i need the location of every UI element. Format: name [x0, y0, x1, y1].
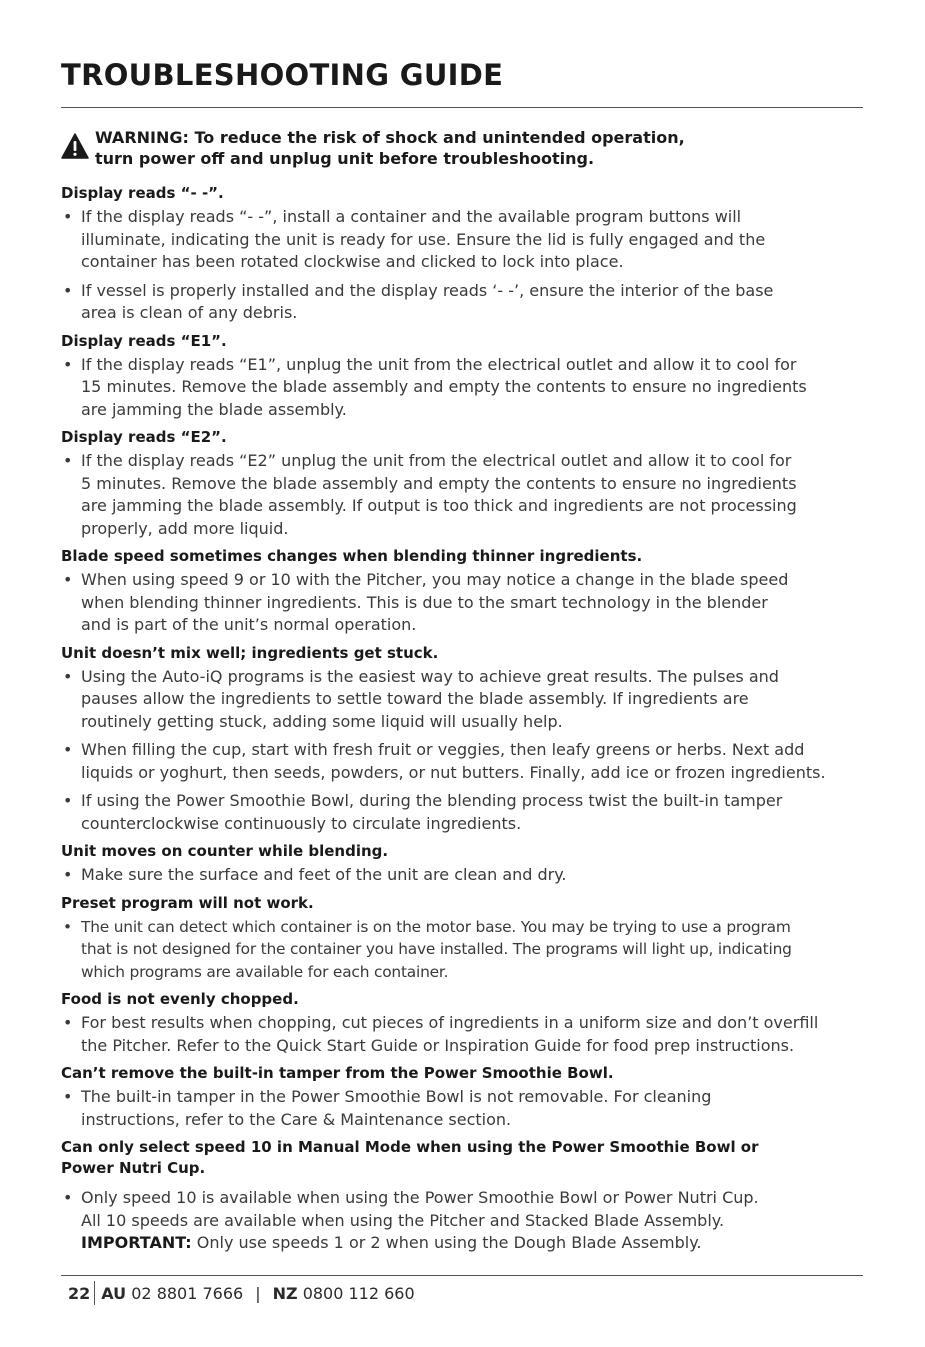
section-heading [61, 1137, 865, 1179]
item-line: liquids or yoghurt, then seeds, powders, or nut butters. Finally, add ice or frozen ingredients. [81, 762, 826, 782]
nz-phone: 0800 112 660 [297, 1284, 415, 1303]
troubleshooting-section [61, 989, 865, 1057]
item-line: • The built-in tamper in the Power Smoothie Bowl is not removable. For cleaning [81, 1087, 712, 1106]
troubleshooting-section [61, 183, 865, 325]
item-line: • If vessel is properly installed and the display reads ‘- -’, ensure the interior of the base [81, 280, 774, 300]
troubleshooting-section [61, 1063, 865, 1131]
item-line: • If the display reads “E1”, unplug the unit from the electrical outlet and allow it to cool for [81, 354, 797, 374]
nz-label: NZ [272, 1284, 298, 1303]
item-line: container has been rotated clockwise and clicked to lock into place. [81, 252, 624, 271]
item-line: pauses allow the ingredients to settle toward the blade assembly. If ingredients are [81, 689, 749, 708]
item-line: when blending thinner ingredients. This is due to the smart technology in the blender [81, 592, 768, 612]
section-heading: Unit moves on counter while blending. [61, 842, 389, 860]
item-line: which programs are available for each container. [81, 962, 449, 981]
item-line: the Pitcher. Refer to the Quick Start Guide or Inspiration Guide for food prep instructions. [81, 1035, 795, 1055]
item-line: All 10 speeds are available when using the Pitcher and Stacked Blade Assembly. [81, 1210, 725, 1230]
warning-text [95, 127, 685, 169]
item-line: that is not designed for the container you have installed. The programs will light up, indicating [81, 940, 792, 958]
item-line: are jamming the blade assembly. [81, 399, 347, 419]
item-line: properly, add more liquid. [81, 518, 289, 538]
page-footer [68, 1281, 415, 1305]
item-line: • When using speed 9 or 10 with the Pitcher, you may notice a change in the blade speed [81, 570, 789, 589]
section-heading: Can’t remove the built-in tamper from the Power Smoothie Bowl. [61, 1064, 614, 1082]
item-line: • If using the Power Smoothie Bowl, during the blending process twist the built-in tamper [81, 791, 783, 810]
footer-separator: | [255, 1284, 261, 1303]
footer-divider [61, 1275, 863, 1276]
section-heading: Blade speed sometimes changes when blending thinner ingredients. [61, 547, 643, 565]
list-item [61, 739, 865, 784]
troubleshooting-section [61, 643, 865, 836]
au-phone: 02 8801 7666 [126, 1284, 244, 1303]
list-item [61, 450, 865, 540]
item-line: • When filling the cup, start with fresh fruit or veggies, then leafy greens or herbs. Next add [81, 740, 805, 759]
important-label: IMPORTANT: [81, 1233, 192, 1252]
section-heading-line-1: Can only select speed 10 in Manual Mode when using the Power Smoothie Bowl or [61, 1138, 759, 1156]
item-line: • If the display reads “- -”, install a container and the available program buttons will [81, 207, 742, 226]
warning-line-2: turn power off and unplug unit before troubleshooting. [95, 149, 595, 168]
item-line: • Only speed 10 is available when using the Power Smoothie Bowl or Power Nutri Cup. [81, 1188, 759, 1207]
list-item [61, 1187, 865, 1255]
section-heading: Unit doesn’t mix well; ingredients get stuck. [61, 643, 439, 662]
item-line: • For best results when chopping, cut pieces of ingredients in a uniform size and don’t overfill [81, 1013, 819, 1032]
page-title: TROUBLESHOOTING GUIDE [61, 58, 504, 92]
list-item [61, 666, 865, 734]
list-item [61, 790, 865, 835]
page-number: 22 [68, 1284, 91, 1303]
sections-list [61, 183, 865, 1131]
troubleshooting-section [61, 427, 865, 540]
list-item [61, 206, 865, 274]
section-heading: Display reads “E1”. [61, 331, 227, 350]
item-line: • The unit can detect which container is on the motor base. You may be trying to use a program [81, 917, 791, 936]
section-heading: Display reads “E2”. [61, 428, 227, 446]
troubleshooting-section [61, 841, 865, 887]
item-line: illuminate, indicating the unit is ready for use. Ensure the lid is fully engaged and the [81, 229, 766, 249]
troubleshooting-section [61, 331, 865, 422]
warning-line-1: WARNING: To reduce the risk of shock and unintended operation, [95, 128, 685, 147]
item-line: and is part of the unit’s normal operation. [81, 615, 417, 634]
item-line: are jamming the blade assembly. If output is too thick and ingredients are not processing [81, 496, 797, 515]
warning-triangle-icon [61, 133, 89, 159]
item-line: instructions, refer to the Care & Maintenance section. [81, 1109, 512, 1129]
item-line: • Using the Auto-iQ programs is the easiest way to achieve great results. The pulses and [81, 666, 779, 686]
footer-vertical-bar [94, 1281, 95, 1305]
list-item [61, 916, 865, 984]
section-heading: Food is not evenly chopped. [61, 990, 299, 1008]
important-text: Only use speeds 1 or 2 when using the Dough Blade Assembly. [191, 1233, 702, 1252]
item-line: 15 minutes. Remove the blade assembly and empty the contents to ensure no ingredients [81, 377, 807, 396]
list-item [61, 569, 865, 637]
item-line: counterclockwise continuously to circulate ingredients. [81, 813, 522, 833]
list-item [61, 280, 865, 325]
section-speed-10 [61, 1137, 865, 1255]
item-line: • Make sure the surface and feet of the unit are clean and dry. [81, 865, 567, 884]
au-label: AU [101, 1284, 127, 1303]
item-line: area is clean of any debris. [81, 303, 298, 322]
item-line: 5 minutes. Remove the blade assembly and empty the contents to ensure no ingredients [81, 473, 797, 493]
section-heading: Preset program will not work. [61, 893, 314, 912]
list-item [61, 1012, 865, 1057]
troubleshooting-section [61, 893, 865, 984]
list-item [61, 354, 865, 422]
list-item [61, 864, 865, 887]
list-item [61, 1086, 865, 1131]
item-line: • If the display reads “E2” unplug the unit from the electrical outlet and allow it to cool for [81, 451, 792, 470]
item-line-important [81, 1232, 865, 1255]
troubleshooting-content [61, 183, 865, 1261]
section-heading: Display reads “- -”. [61, 184, 224, 202]
section-heading-line-2: Power Nutri Cup. [61, 1159, 206, 1177]
title-divider [61, 107, 863, 108]
troubleshooting-section [61, 546, 865, 637]
item-line: routinely getting stuck, adding some liquid will usually help. [81, 711, 563, 731]
